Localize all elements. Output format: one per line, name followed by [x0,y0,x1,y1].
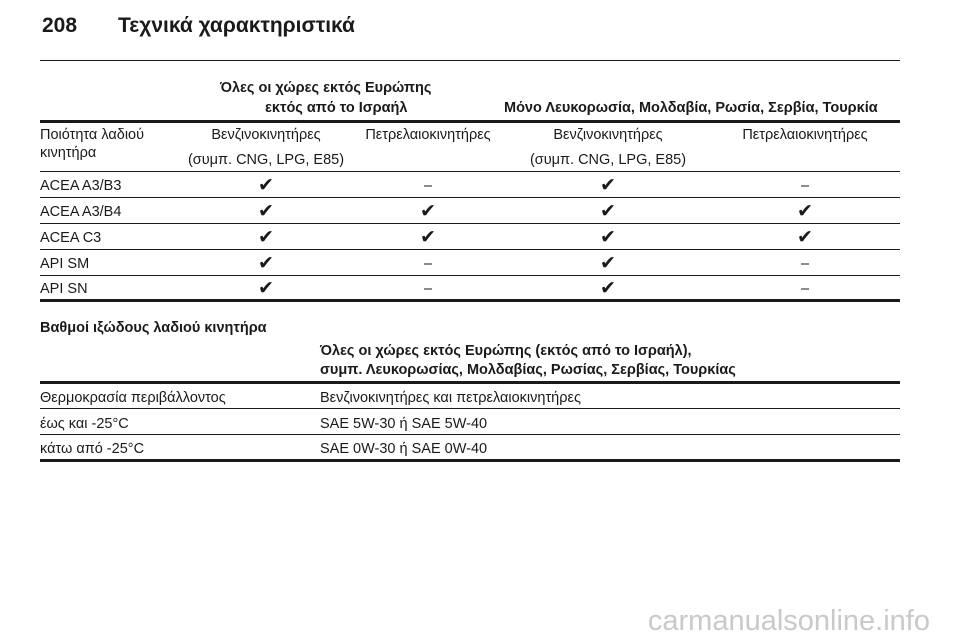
col-petrol-2: Βενζινοκινητήρες [553,127,663,143]
table2-col-engines: Βενζινοκινητήρες και πετρελαιοκινητήρες [320,390,581,406]
page-title: Τεχνικά χαρακτηριστικά [118,14,355,37]
row-label: API SN [40,281,88,297]
dash-mark: – [800,256,810,272]
table2-grade-cell: SAE 0W-30 ή SAE 0W-40 [320,441,488,457]
check-icon: ✔ [600,227,616,248]
row-label: ACEA A3/B3 [40,178,122,194]
col-petrol-1: Βενζινοκινητήρες [211,127,321,143]
check-icon: ✔ [258,253,274,274]
check-icon: ✔ [600,175,616,196]
check-icon: ✔ [258,201,274,222]
row-rule [40,249,900,250]
row-label: API SM [40,256,90,272]
row-label: ACEA C3 [40,230,102,246]
group-header-all-line1: Όλες οι χώρες εκτός Ευρώπης [220,80,432,96]
col-petrol-2-note: (συμπ. CNG, LPG, E85) [529,152,687,168]
table2-grade-cell: SAE 5W-30 ή SAE 5W-40 [320,416,488,432]
group-header-only: Μόνο Λευκορωσία, Μολδαβία, Ρωσία, Σερβία, Τουρκία [504,100,878,116]
table1-header-rule [40,171,900,172]
table1-top-rule [40,120,900,123]
check-icon: ✔ [797,201,813,222]
col-diesel-2: Πετρελαιοκινητήρες [742,127,868,143]
table2-temp-cell: κάτω από -25°C [40,441,145,457]
row-rule [40,197,900,198]
col-diesel-1: Πετρελαιοκινητήρες [365,127,491,143]
dash-mark: – [800,281,810,297]
header-rule [40,60,900,61]
check-icon: ✔ [258,278,274,299]
group-header-all-line2: εκτός από το Ισραήλ [265,100,408,116]
check-icon: ✔ [258,175,274,196]
check-icon: ✔ [258,227,274,248]
col-quality-line1: Ποιότητα λαδιού [40,127,145,143]
table2-top-rule [40,381,900,384]
col-quality-line2: κινητήρα [40,145,97,161]
table2-bottom-rule [40,459,900,462]
check-icon: ✔ [600,253,616,274]
check-icon: ✔ [797,227,813,248]
table2-title: Βαθμοί ιξώδους λαδιού κινητήρα [40,320,267,336]
dash-mark: – [423,281,433,297]
dash-mark: – [423,178,433,194]
table2-col-temperature: Θερμοκρασία περιβάλλοντος [40,390,226,406]
check-icon: ✔ [420,227,436,248]
watermark-text: carmanualsonline.info [647,605,930,637]
table2-temp-cell: έως και -25°C [40,416,129,432]
check-icon: ✔ [420,201,436,222]
dash-mark: – [800,178,810,194]
check-icon: ✔ [600,278,616,299]
row-label: ACEA A3/B4 [40,204,122,220]
dash-mark: – [423,256,433,272]
row-rule [40,223,900,224]
table1-bottom-rule [40,299,900,302]
table2-header-rule [40,408,900,409]
table2-header-line1: Όλες οι χώρες εκτός Ευρώπης (εκτός από το Ισραήλ), [320,343,692,359]
check-icon: ✔ [600,201,616,222]
col-petrol-1-note: (συμπ. CNG, LPG, E85) [187,152,345,168]
row-rule [40,434,900,435]
page-number: 208 [42,14,78,37]
table2-header-line2: συμπ. Λευκορωσίας, Μολδαβίας, Ρωσίας, Σερβίας, Τουρκίας [320,362,736,378]
row-rule [40,275,900,276]
